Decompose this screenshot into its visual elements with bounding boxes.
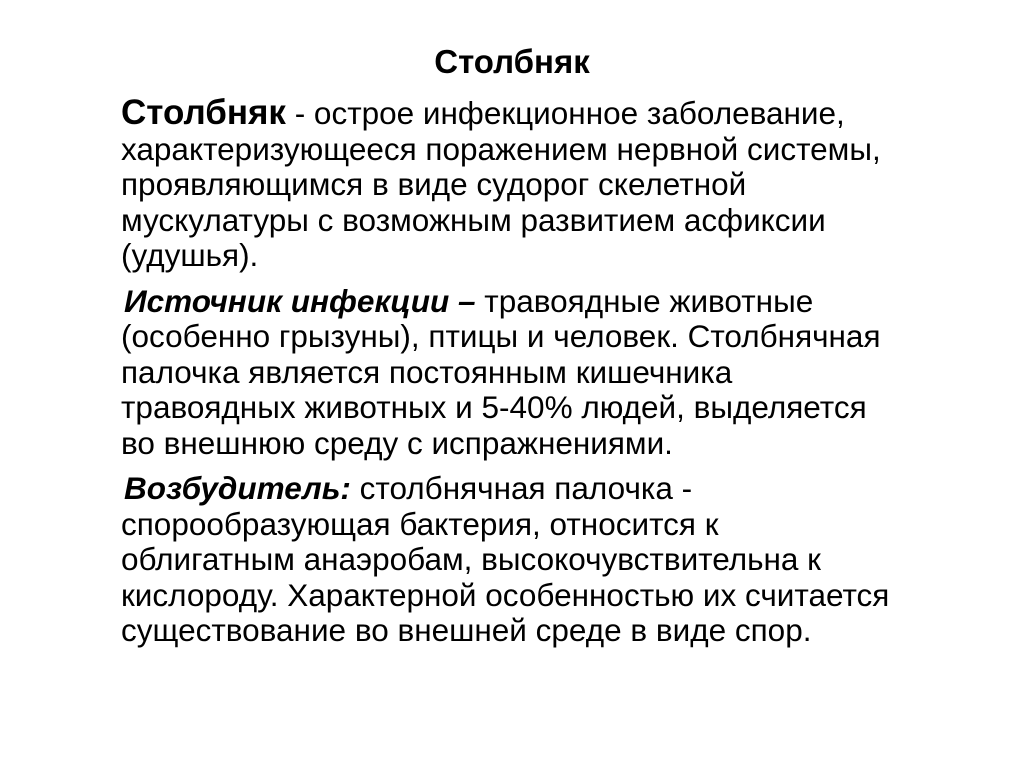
paragraph-line: (удушья). [121, 237, 259, 273]
paragraph-line: характеризующееся поражением нервной системы, [121, 130, 881, 167]
paragraph-line: проявляющимся в виде судорог скелетной [121, 166, 747, 202]
paragraph-definition [121, 95, 961, 274]
paragraph-line: спорообразующая бактерия, относится к [121, 505, 719, 542]
term-pathogen: Возбудитель: [124, 470, 351, 506]
term-source: Источник инфекции – [124, 282, 476, 319]
paragraph-line: кислороду. Характерной особенностью их считается [121, 576, 890, 613]
slide-title: Столбняк [434, 43, 590, 80]
paragraph-line [121, 95, 961, 132]
term-tetanus: Столбняк [121, 93, 286, 132]
paragraph-line: мускулатуры с возможным развитием асфиксии [121, 201, 826, 238]
paragraph-line: во внешнюю среду с испражнениями. [121, 424, 673, 461]
paragraph-line [121, 471, 961, 507]
paragraph-source [121, 284, 961, 462]
slide-body [121, 95, 961, 659]
paragraph-line: облигатным анаэробам, высокочувствительна к [121, 541, 821, 577]
paragraph-line: палочка является постоянным кишечника [121, 353, 733, 390]
paragraph-line: существование во внешней среде в виде спор. [121, 612, 812, 648]
paragraph-line [121, 284, 961, 320]
line-text: столбнячная палочка - [350, 470, 693, 506]
paragraph-line: (особенно грызуны), птицы и человек. Столбнячная [121, 318, 881, 354]
line-text: - острое инфекционное заболевание, [285, 95, 845, 131]
paragraph-line: травоядных животных и 5-40% людей, выделяется [121, 389, 867, 425]
line-text: травоядные животные [475, 282, 814, 319]
paragraph-pathogen [121, 471, 961, 649]
